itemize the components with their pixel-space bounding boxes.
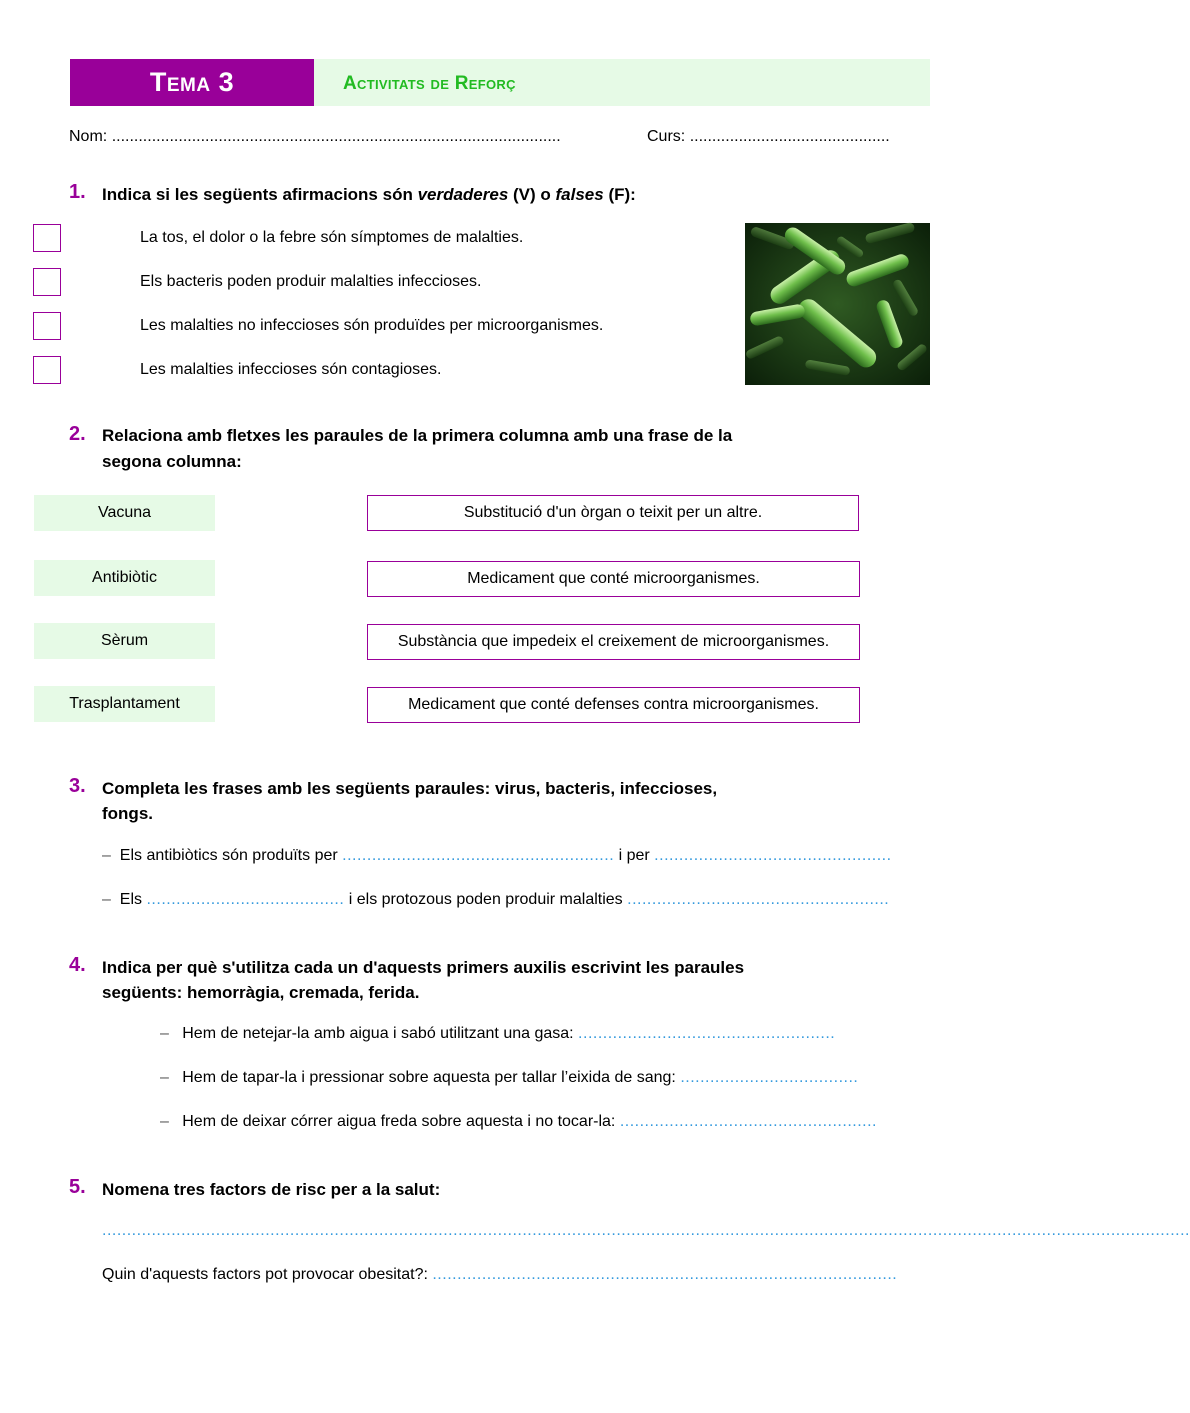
name-label: Nom: [69,128,108,145]
term-serum[interactable]: Sèrum [34,623,215,659]
dash: – [160,1025,169,1042]
q1-text-e: (F): [603,185,636,204]
q3-s1-text-b: i per [618,847,650,864]
q3-number: 3. [69,775,86,797]
q1-text-c: (V) o [508,185,556,204]
statement-4: Les malalties infeccioses són contagioses. [140,361,442,378]
q5-followup-text: Quin d'aquests factors pot provocar obesitat?: [102,1266,428,1283]
q5-followup-blank[interactable]: .............................................................................................. [432,1266,898,1283]
definition-4[interactable]: Medicament que conté defenses contra microorganismes. [367,687,860,723]
q3-blank-1[interactable]: ....................................................... [342,847,615,864]
bacteria-illustration [745,223,930,385]
q3-prompt-line1: Completa les frases amb les següents paraules: virus, bacteris, infeccioses, [102,779,718,798]
q4-item-1 [160,1025,920,1043]
q2-number: 2. [69,423,86,445]
q4-item-2-text: Hem de tapar-la i pressionar sobre aquesta per tallar l’eixida de sang: [182,1069,676,1086]
q3-s2-text-a: Els [119,891,143,908]
answer-box-4[interactable] [33,356,61,384]
q1-text-d: falses [555,185,604,204]
q3-prompt-line2: fongs. [102,804,153,823]
q4-prompt-line1: Indica per què s'utilitza cada un d'aquests primers auxilis escrivint les paraules [102,958,745,977]
bacteria-photo [745,223,930,385]
dash: – [102,891,111,908]
q1-number: 1. [69,181,86,203]
q5-prompt: Nomena tres factors de risc per a la salut: [102,1180,441,1199]
course-label: Curs: [647,128,686,145]
statement-2: Els bacteris poden produir malalties infeccioses. [140,273,482,290]
statement-1: La tos, el dolor o la febre són símptomes de malalties. [140,229,524,246]
q2-prompt-line1: Relaciona amb fletxes les paraules de la primera columna amb una frase de la [102,426,733,445]
answer-box-1[interactable] [33,224,61,252]
dash: – [160,1113,169,1130]
tema-title: Tema 3 [149,67,235,97]
definition-2[interactable]: Medicament que conté microorganismes. [367,561,860,597]
q1-prompt [102,182,636,207]
name-field[interactable]: Nom: ..................................................................................................... [69,128,561,145]
activitats-title: Activitats de Reforç [343,73,516,94]
q2-prompt-line2: segona columna: [102,452,242,471]
q3-s2-text-b: i els protozous poden produir malalties [348,891,623,908]
q5-answer-line[interactable]: ............................................................................................................................................................................................................................ [102,1222,1190,1239]
activitats-banner [314,59,930,106]
q4-item-3-text: Hem de deixar córrer aigua freda sobre aquesta i no tocar-la: [182,1113,616,1130]
q3-s1-text-a: Els antibiòtics són produïts per [119,847,338,864]
q4-number: 4. [69,954,86,976]
q4-prompt-line2: següents: hemorràgia, cremada, ferida. [102,983,420,1002]
q4-blank-1[interactable]: .................................................... [578,1025,836,1042]
q3-blank-3[interactable]: ........................................ [146,891,345,908]
q3-blank-2[interactable]: ................................................ [654,847,892,864]
definition-1[interactable]: Substitució d'un òrgan o teixit per un altre. [367,495,859,531]
q4-item-3 [160,1113,925,1131]
dash: – [160,1069,169,1086]
course-field[interactable]: Curs: ............................................. [647,128,890,145]
q3-blank-4[interactable]: ..................................................... [627,891,890,908]
term-antibiotic[interactable]: Antibiòtic [34,560,215,596]
answer-box-3[interactable] [33,312,61,340]
term-vacuna[interactable]: Vacuna [34,495,215,531]
tema-banner [70,59,314,106]
q4-blank-3[interactable]: .................................................... [619,1113,877,1130]
q1-text-a: Indica si les següents afirmacions són [102,185,418,204]
q5-number: 5. [69,1176,86,1198]
answer-box-2[interactable] [33,268,61,296]
q3-sentence-2 [102,891,932,909]
q4-blank-2[interactable]: .................................... [680,1069,859,1086]
q4-item-2 [160,1069,920,1087]
definition-3[interactable]: Substància que impedeix el creixement de microorganismes. [367,624,860,660]
q5-followup [102,1266,928,1284]
statement-3: Les malalties no infeccioses són produïdes per microorganismes. [140,317,604,334]
dash: – [102,847,111,864]
term-trasplantament[interactable]: Trasplantament [34,686,215,722]
q3-sentence-1 [102,847,932,865]
q4-item-1-text: Hem de netejar-la amb aigua i sabó utilitzant una gasa: [182,1025,574,1042]
q1-text-b: verdaderes [417,185,509,204]
